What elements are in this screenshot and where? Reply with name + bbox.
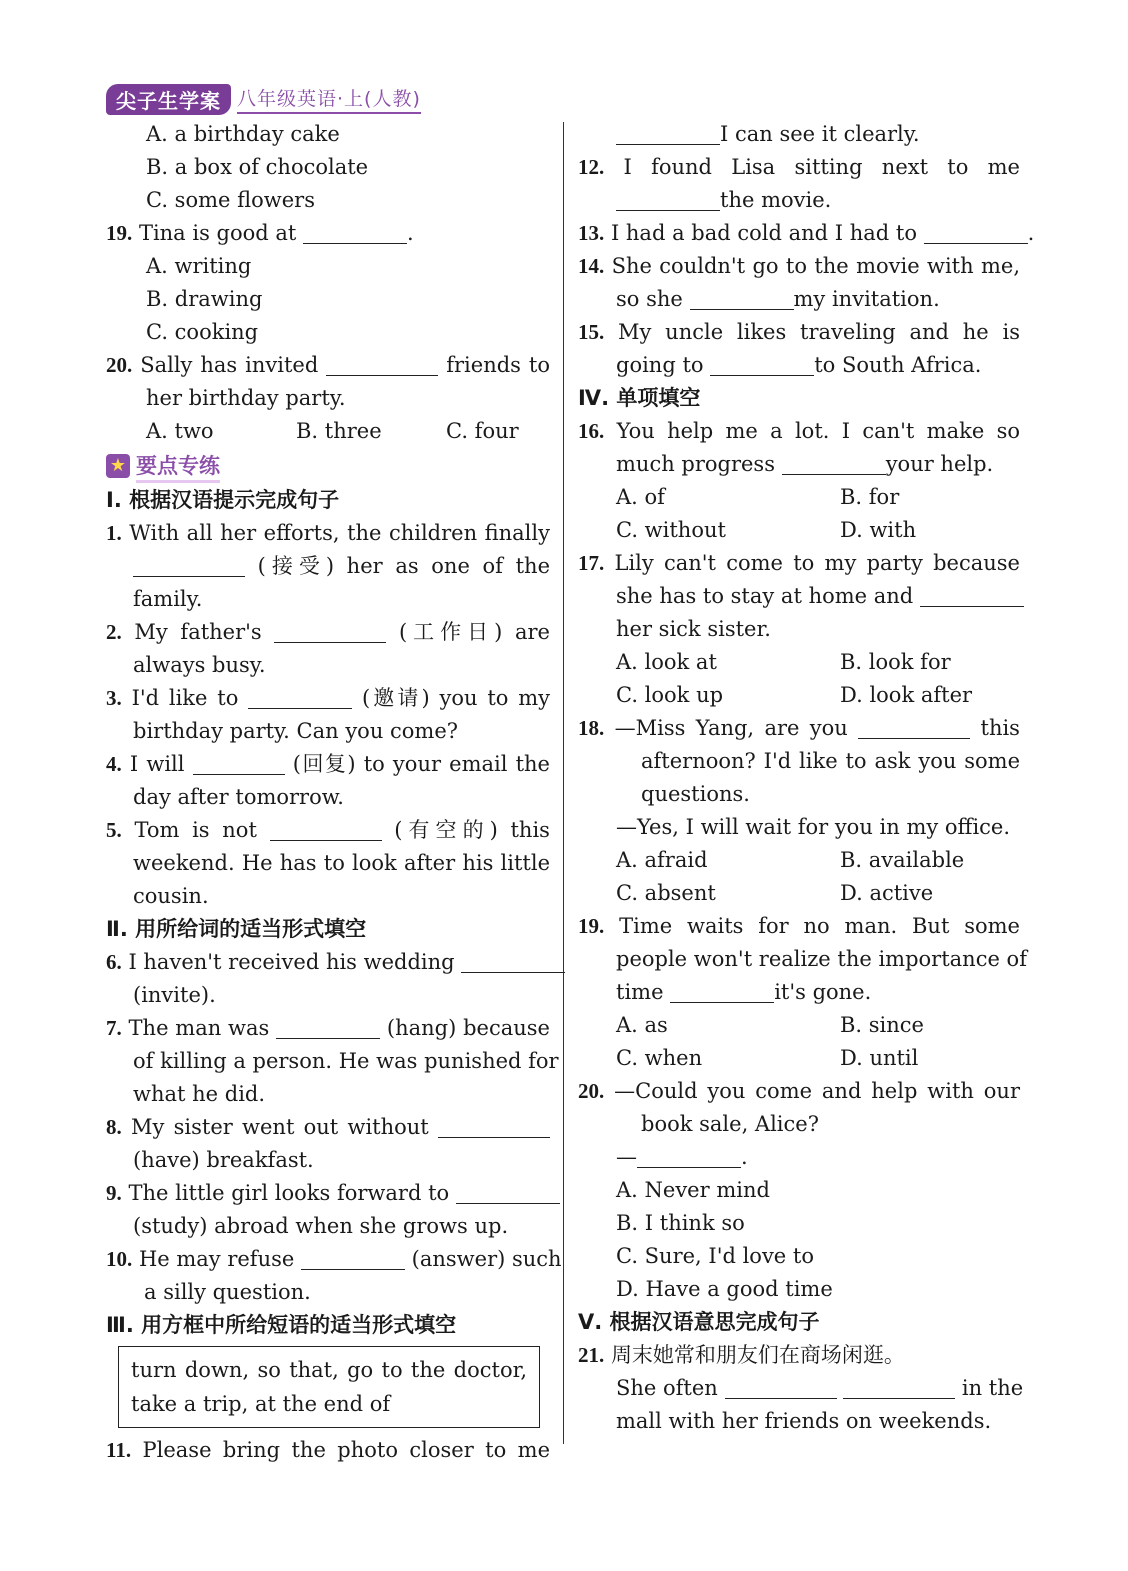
question-number: 13. — [578, 221, 605, 245]
answer-blank[interactable] — [274, 620, 386, 643]
question-text: her sick sister. — [616, 617, 771, 641]
item-8 — [106, 1111, 550, 1144]
section-heading: Ⅳ. 单项填空 — [578, 386, 701, 410]
option-text: C. when — [616, 1046, 703, 1070]
item-1 — [106, 517, 550, 550]
options-row — [578, 877, 1020, 910]
item-5 — [106, 814, 550, 847]
option-text: B. drawing — [146, 287, 263, 311]
answer-blank[interactable] — [301, 1247, 405, 1270]
question-number: 12. — [578, 155, 605, 179]
question-text: . — [1027, 221, 1035, 245]
item-1-line2 — [106, 550, 550, 583]
item-9 — [106, 1177, 550, 1210]
answer-blank[interactable] — [616, 188, 720, 211]
question-text: 周末她常和朋友们在商场闲逛。 — [610, 1343, 905, 1367]
option-text: A. two — [146, 419, 214, 443]
option-text: B. since — [840, 1013, 924, 1037]
question-number: 2. — [106, 620, 122, 644]
question-text: —Miss Yang, are you — [614, 716, 848, 740]
option-text: A. as — [616, 1013, 668, 1037]
question-number: 20. — [106, 353, 133, 377]
item-17 — [578, 547, 1020, 580]
answer-blank[interactable] — [782, 452, 886, 475]
question-text: time — [616, 980, 664, 1004]
option-text: B. I think so — [616, 1211, 745, 1235]
question-text: Lily can't come to my party because — [614, 551, 1020, 575]
question-text: questions. — [641, 782, 750, 806]
option-text: B. for — [840, 485, 900, 509]
options-row — [578, 1009, 1020, 1042]
question-text: it's gone. — [774, 980, 872, 1004]
item-15-line2 — [578, 349, 1020, 382]
option-text: B. three — [296, 419, 382, 443]
question-text: mall with her friends on weekends. — [616, 1409, 992, 1433]
section-heading: Ⅱ. 用所给词的适当形式填空 — [106, 917, 367, 941]
item-21 — [578, 1339, 1020, 1372]
options-row — [578, 514, 1020, 547]
answer-blank[interactable] — [637, 1145, 741, 1168]
item-13 — [578, 217, 1035, 250]
question-text: You help me a lot. I can't make so — [616, 419, 1020, 443]
question-number: 18. — [578, 716, 605, 740]
question-text: Tom is not — [134, 818, 257, 842]
answer-blank[interactable] — [670, 980, 774, 1003]
right-column — [578, 118, 1035, 1438]
section-heading: Ⅲ. 用方框中所给短语的适当形式填空 — [106, 1313, 457, 1337]
phrase-box — [118, 1346, 540, 1428]
item-16-line2 — [578, 448, 1020, 481]
question-text: I will — [129, 752, 185, 776]
question-text: friends to — [446, 353, 550, 377]
option-text: A. a birthday cake — [146, 122, 340, 146]
item-14-line2 — [578, 283, 1020, 316]
question-text: She couldn't go to the movie with me, — [611, 254, 1020, 278]
question-text: cousin. — [133, 884, 209, 908]
answer-blank[interactable] — [461, 950, 565, 973]
answer-blank[interactable] — [193, 752, 285, 775]
item-10 — [106, 1243, 562, 1276]
question-text: (工作日) are — [399, 620, 550, 644]
option-text: C. four — [446, 419, 519, 443]
answer-blank[interactable] — [270, 818, 382, 841]
question-text: afternoon? I'd like to ask you some — [641, 749, 1020, 773]
item-16 — [578, 415, 1020, 448]
item-2 — [106, 616, 550, 649]
question-text: My father's — [134, 620, 262, 644]
column-divider — [563, 122, 564, 1444]
question-number: 8. — [106, 1115, 122, 1139]
answer-blank[interactable] — [248, 686, 352, 709]
answer-blank[interactable] — [438, 1115, 550, 1138]
option-text: D. look after — [840, 683, 973, 707]
option-text: A. of — [616, 485, 665, 509]
option-text: C. cooking — [146, 320, 259, 344]
question-number: 7. — [106, 1016, 122, 1040]
answer-blank[interactable] — [858, 716, 970, 739]
question-number: 9. — [106, 1181, 122, 1205]
phrase-list: take a trip, at the end of — [131, 1392, 391, 1416]
question-text: My uncle likes traveling and he is — [618, 320, 1020, 344]
answer-blank[interactable] — [456, 1181, 560, 1204]
answer-blank[interactable] — [133, 554, 245, 577]
question-text: Sally has invited — [140, 353, 319, 377]
item-6 — [106, 946, 550, 979]
question-number: 4. — [106, 752, 122, 776]
option-text: A. Never mind — [616, 1178, 770, 1202]
answer-blank[interactable] — [616, 122, 720, 145]
options-row — [578, 679, 1020, 712]
keypoint-heading — [106, 448, 550, 484]
question-text: The little girl looks forward to — [128, 1181, 450, 1205]
answer-blank[interactable] — [710, 353, 814, 376]
question-text: He may refuse — [138, 1247, 295, 1271]
option-text: C. some flowers — [146, 188, 315, 212]
question-text: — — [616, 1145, 637, 1169]
answer-blank[interactable] — [276, 1016, 380, 1039]
question-text: I haven't received his wedding — [128, 950, 455, 974]
question-text: what he did. — [133, 1082, 266, 1106]
question-number: 14. — [578, 254, 605, 278]
answer-blank[interactable] — [690, 287, 794, 310]
item-17-line2 — [578, 580, 1020, 613]
keypoint-title: 要点专练 — [136, 450, 220, 483]
question-number: 6. — [106, 950, 122, 974]
question-text: . — [407, 221, 414, 245]
question-text: (邀请) you to my — [361, 686, 551, 710]
question-text: birthday party. Can you come? — [133, 719, 459, 743]
options-row — [578, 646, 1020, 679]
question-text: weekend. He has to look after his little — [133, 851, 550, 875]
question-text: I can see it clearly. — [720, 122, 920, 146]
answer-blank[interactable] — [924, 221, 1028, 244]
answer-blank[interactable] — [843, 1376, 955, 1399]
section-heading: Ⅰ. 根据汉语提示完成句子 — [106, 488, 340, 512]
question-text: I'd like to — [131, 686, 239, 710]
question-text: (回复) to your email the — [292, 752, 550, 776]
question-text: she has to stay at home and — [616, 584, 914, 608]
option-text: C. absent — [616, 881, 716, 905]
question-19 — [106, 217, 550, 250]
question-number: 21. — [578, 1343, 605, 1367]
question-text: With all her efforts, the children finally — [129, 521, 550, 545]
question-text: the movie. — [720, 188, 832, 212]
answer-blank[interactable] — [725, 1376, 837, 1399]
item-20 — [578, 1075, 1020, 1108]
question-text: (接受) her as one of the — [257, 554, 550, 578]
options-row — [106, 415, 550, 448]
options-row — [578, 481, 1020, 514]
item-18 — [578, 712, 1020, 745]
question-text: day after tomorrow. — [133, 785, 344, 809]
option-text: A. look at — [616, 650, 717, 674]
option-text: D. active — [840, 881, 934, 905]
question-number: 5. — [106, 818, 122, 842]
question-text: (hang) because — [386, 1016, 550, 1040]
section-heading: Ⅴ. 根据汉语意思完成句子 — [578, 1310, 820, 1334]
item-12-line2 — [578, 184, 1020, 217]
question-text: I had a bad cold and I had to — [610, 221, 917, 245]
item-12 — [578, 151, 1020, 184]
item-11-line2 — [578, 118, 1020, 151]
question-number: 3. — [106, 686, 122, 710]
question-text: Tina is good at — [138, 221, 297, 245]
question-text: your help. — [885, 452, 994, 476]
question-number: 17. — [578, 551, 605, 575]
question-text: (invite). — [133, 983, 216, 1007]
question-text: book sale, Alice? — [641, 1112, 819, 1136]
question-text: I found Lisa sitting next to me — [623, 155, 1020, 179]
question-text: this — [980, 716, 1020, 740]
option-text: B. look for — [840, 650, 951, 674]
item-21-line2 — [578, 1372, 1024, 1405]
question-text: (have) breakfast. — [133, 1148, 314, 1172]
item-19-line3 — [578, 976, 1020, 1009]
option-text: C. look up — [616, 683, 724, 707]
question-text: so she — [616, 287, 683, 311]
question-number: 19. — [578, 914, 605, 938]
question-text: people won't realize the importance of — [616, 947, 1027, 971]
question-text: of killing a person. He was punished for — [133, 1049, 559, 1073]
question-text: —Yes, I will wait for you in my office. — [616, 815, 1011, 839]
question-text: much progress — [616, 452, 775, 476]
option-text: B. available — [840, 848, 965, 872]
question-number: 10. — [106, 1247, 133, 1271]
question-text: a silly question. — [144, 1280, 311, 1304]
question-number: 11. — [106, 1438, 132, 1462]
item-7 — [106, 1012, 550, 1045]
answer-blank[interactable] — [326, 353, 438, 376]
question-text: (study) abroad when she grows up. — [133, 1214, 509, 1238]
option-text: A. afraid — [616, 848, 708, 872]
option-text: D. until — [840, 1046, 919, 1070]
question-number: 1. — [106, 521, 122, 545]
question-text: always busy. — [133, 653, 266, 677]
question-number: 20. — [578, 1079, 605, 1103]
item-19 — [578, 910, 1020, 943]
question-text: The man was — [128, 1016, 270, 1040]
item-20-line3 — [578, 1141, 1020, 1174]
item-11 — [106, 1434, 550, 1467]
item-14 — [578, 250, 1020, 283]
options-row — [578, 1042, 1020, 1075]
left-column — [106, 118, 562, 1467]
answer-blank[interactable] — [920, 584, 1024, 607]
star-icon: ★ — [106, 454, 130, 478]
question-text: She often — [616, 1376, 718, 1400]
option-text: B. a box of chocolate — [146, 155, 369, 179]
answer-blank[interactable] — [303, 221, 407, 244]
question-20 — [106, 349, 550, 382]
phrase-list: turn down, so that, go to the doctor, — [131, 1358, 527, 1382]
question-number: 19. — [106, 221, 133, 245]
question-text: going to — [616, 353, 704, 377]
options-row — [578, 844, 1020, 877]
question-text: (answer) such — [411, 1247, 562, 1271]
question-text: Time waits for no man. But some — [619, 914, 1020, 938]
item-4 — [106, 748, 550, 781]
question-text: —Could you come and help with our — [614, 1079, 1020, 1103]
item-15 — [578, 316, 1020, 349]
option-text: C. without — [616, 518, 726, 542]
question-text: in the — [961, 1376, 1024, 1400]
question-number: 15. — [578, 320, 605, 344]
question-number: 16. — [578, 419, 605, 443]
question-text: my invitation. — [793, 287, 940, 311]
question-text: her birthday party. — [146, 386, 346, 410]
header-badge: 尖子生学案 — [106, 84, 231, 115]
item-3 — [106, 682, 550, 715]
option-text: D. with — [840, 518, 917, 542]
page-header — [106, 84, 421, 114]
question-text: family. — [133, 587, 203, 611]
option-text: C. Sure, I'd love to — [616, 1244, 814, 1268]
header-subtitle: 八年级英语·上(人教) — [237, 84, 421, 114]
question-text: to South Africa. — [814, 353, 982, 377]
question-text: Please bring the photo closer to me — [142, 1438, 550, 1462]
option-text: A. writing — [146, 254, 252, 278]
question-text: My sister went out without — [131, 1115, 429, 1139]
option-text: D. Have a good time — [616, 1277, 833, 1301]
question-text: (有空的) this — [394, 818, 550, 842]
question-text: . — [741, 1145, 748, 1169]
